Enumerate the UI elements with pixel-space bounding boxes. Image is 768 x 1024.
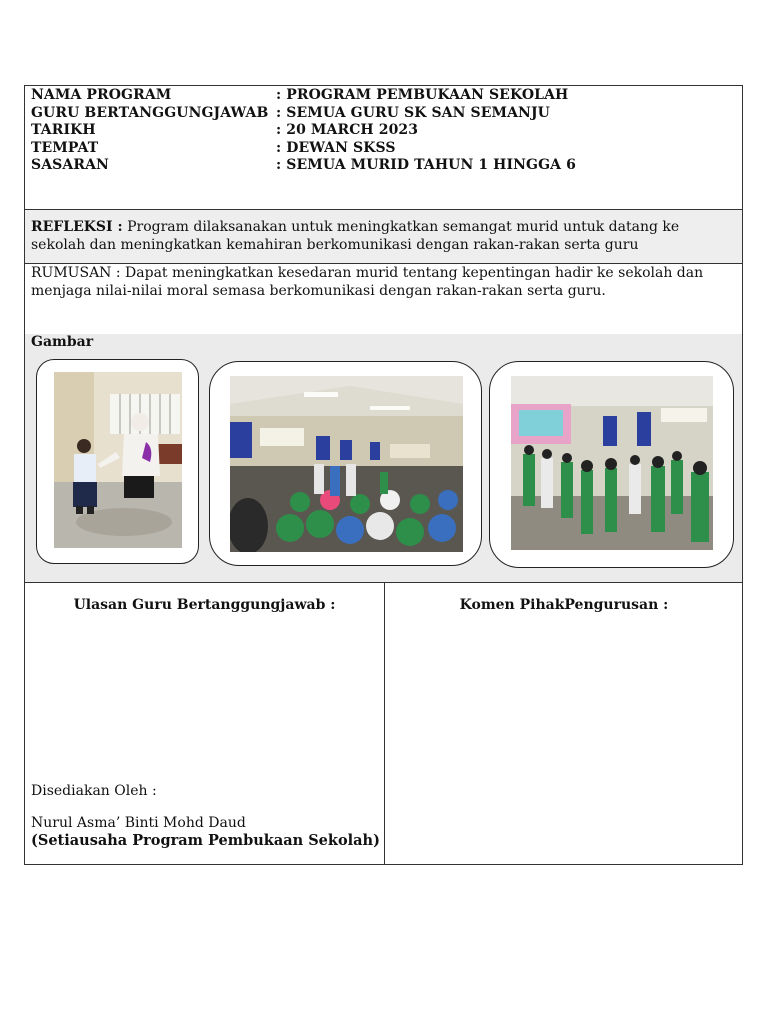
refleksi-paragraph (31, 219, 736, 254)
preparer-name: Nurul Asma’ Binti Mohd Daud (31, 815, 246, 831)
info-label: GURU BERTANGGUNGJAWAB (31, 104, 269, 121)
info-row-guru (31, 105, 736, 123)
photo-frame-2 (209, 361, 482, 566)
refleksi-text: Program dilaksanakan untuk meningkatkan semangat murid untuk datang ke sekolah dan meningkatkan kemahiran berkomunikasi dengan rakan-rakan serta guru (31, 218, 680, 253)
refleksi-section (25, 210, 742, 264)
info-label: TARIKH (31, 122, 96, 139)
info-value: : PROGRAM PEMBUKAAN SEKOLAH (276, 87, 569, 103)
info-value: : SEMUA GURU SK SAN SEMANJU (276, 104, 550, 121)
info-row-program (31, 87, 736, 105)
refleksi-label: REFLEKSI : (31, 218, 123, 235)
info-row-sasaran (31, 157, 736, 175)
info-label: NAMA PROGRAM (31, 87, 172, 103)
program-info (25, 86, 742, 210)
info-value: : 20 MARCH 2023 (276, 122, 419, 139)
gambar-section (25, 334, 742, 583)
preparer-role: (Setiausaha Program Pembukaan Sekolah) (31, 832, 380, 849)
ulasan-title: Ulasan Guru Bertanggungjawab : (73, 597, 336, 613)
photo-frame-1 (36, 359, 199, 564)
rumusan-label: RUMUSAN : (31, 265, 121, 281)
info-row-tarikh (31, 122, 736, 140)
info-row-tempat (31, 140, 736, 158)
rumusan-text: Dapat meningkatkan kesedaran murid tentang kepentingan hadir ke sekolah dan menjaga nilai-nilai moral semasa berkomunikasi dengan rakan-rakan serta guru. (31, 265, 704, 299)
info-value: : DEWAN SKSS (276, 139, 396, 156)
report-form (24, 85, 743, 865)
rumusan-section (25, 264, 742, 334)
photo-hall-activity-standing (511, 376, 713, 550)
photo-teacher-greeting-pupil (54, 372, 182, 548)
info-value: : SEMUA MURID TAHUN 1 HINGGA 6 (276, 157, 576, 174)
photo-frame-3 (489, 361, 734, 568)
gambar-title: Gambar (31, 334, 94, 350)
comments-section (25, 583, 742, 864)
komen-column (385, 583, 743, 864)
komen-title: Komen PihakPengurusan : (459, 597, 669, 613)
info-label: SASARAN (31, 157, 109, 174)
ulasan-column (25, 583, 385, 864)
prepared-by-label: Disediakan Oleh : (31, 783, 157, 799)
info-label: TEMPAT (31, 139, 99, 156)
photo-assembly-hall-seated (230, 376, 463, 552)
